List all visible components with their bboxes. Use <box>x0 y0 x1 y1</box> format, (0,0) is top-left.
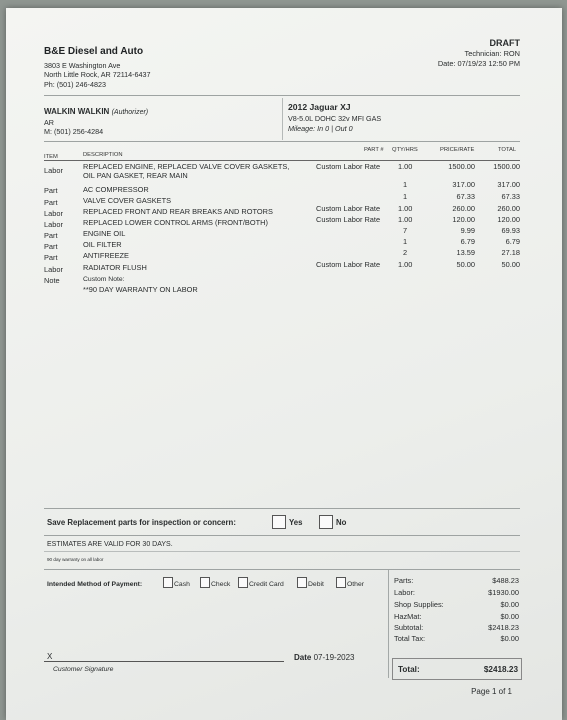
status-badge: DRAFT <box>489 38 520 48</box>
signature-date-line <box>294 653 355 662</box>
line-description: REPLACED ENGINE, REPLACED VALVE COVER GASKETS, <box>83 162 290 171</box>
divider <box>44 141 520 142</box>
line-total: 1500.00 <box>493 162 520 171</box>
divider <box>44 551 520 552</box>
grand-total-value: $2418.23 <box>483 665 518 674</box>
line-total: 27.18 <box>501 248 520 257</box>
totals-value: $488.23 <box>492 576 519 585</box>
totals-row-shop-supplies <box>394 600 519 609</box>
signature-date-value: 07-19-2023 <box>313 653 355 662</box>
line-price: 67.33 <box>456 192 475 201</box>
line-description: AC COMPRESSOR <box>83 185 149 194</box>
payment-credit-card-label: Credit Card <box>249 581 284 588</box>
line-description: Custom Note: <box>83 276 125 283</box>
totals-label: Subtotal: <box>394 623 424 632</box>
line-item-type: Part <box>44 253 58 262</box>
line-item-type: Part <box>44 231 58 240</box>
totals-label: Labor: <box>394 588 415 597</box>
signature-line[interactable] <box>44 661 284 662</box>
line-price: 317.00 <box>452 180 475 189</box>
signature-date-label: Date <box>294 653 312 662</box>
totals-row-tax <box>394 634 519 643</box>
totals-value: $2418.23 <box>488 623 519 632</box>
customer-role: (Authorizer) <box>111 109 149 116</box>
totals-row-labor <box>394 588 519 597</box>
shop-address-line1: 3803 E Washington Ave <box>44 61 121 70</box>
line-price: 1500.00 <box>448 162 475 171</box>
line-item-type: Labor <box>44 209 63 218</box>
shop-address-line2: North Little Rock, AR 72114-6437 <box>44 70 151 79</box>
estimates-valid-note: ESTIMATES ARE VALID FOR 30 DAYS. <box>47 541 173 548</box>
line-description: OIL FILTER <box>83 240 122 249</box>
col-header-price: PRICE/RATE <box>440 147 475 153</box>
line-total: 120.00 <box>497 215 520 224</box>
line-total: 50.00 <box>501 260 520 269</box>
line-item-type: Labor <box>44 220 63 229</box>
line-qty: 1.00 <box>398 162 413 171</box>
grand-total-label: Total: <box>398 665 420 674</box>
divider-vertical <box>388 570 389 678</box>
payment-debit-checkbox[interactable] <box>297 577 307 588</box>
payment-other-checkbox[interactable] <box>336 577 346 588</box>
save-parts-no-label: No <box>336 518 347 527</box>
line-qty: 7 <box>403 226 408 235</box>
payment-cash-checkbox[interactable] <box>163 577 173 588</box>
line-description: REPLACED FRONT AND REAR BREAKS AND ROTORS <box>83 207 273 216</box>
line-item-type: Note <box>44 276 60 285</box>
line-total: 69.93 <box>501 226 520 235</box>
line-qty: 1.00 <box>398 204 413 213</box>
save-parts-question: Save Replacement parts for inspection or concern: <box>47 518 236 527</box>
payment-credit-card-checkbox[interactable] <box>238 577 248 588</box>
divider <box>44 535 520 536</box>
line-part: Custom Labor Rate <box>316 162 381 171</box>
col-header-qty: QTY/HRS <box>392 147 418 153</box>
totals-value: $0.00 <box>500 600 519 609</box>
line-qty: 2 <box>403 248 408 257</box>
line-price: 6.79 <box>460 237 475 246</box>
line-description: RADIATOR FLUSH <box>83 263 147 272</box>
vehicle-mileage: Mileage: In 0 | Out 0 <box>288 124 353 133</box>
totals-label: Total Tax: <box>394 634 426 643</box>
totals-value: $0.00 <box>500 634 519 643</box>
line-qty: 1 <box>403 180 408 189</box>
payment-cash-label: Cash <box>174 581 190 588</box>
line-price: 260.00 <box>452 204 475 213</box>
line-total: 6.79 <box>505 237 520 246</box>
line-description: ANTIFREEZE <box>83 251 129 260</box>
line-part: Custom Labor Rate <box>316 204 381 213</box>
signature-caption: Customer Signature <box>53 666 114 673</box>
line-price: 9.99 <box>460 226 475 235</box>
totals-row-hazmat <box>394 612 519 621</box>
save-parts-yes-checkbox[interactable] <box>272 515 286 529</box>
divider <box>44 95 520 96</box>
line-qty: 1.00 <box>398 260 413 269</box>
line-price: 13.59 <box>456 248 475 257</box>
save-parts-no-checkbox[interactable] <box>319 515 333 529</box>
vehicle-title: 2012 Jaguar XJ <box>288 102 351 112</box>
shop-phone: Ph: (501) 246-4823 <box>44 80 106 89</box>
estimate-document <box>6 8 562 720</box>
line-description-cont: **90 DAY WARRANTY ON LABOR <box>83 285 198 294</box>
shop-name: B&E Diesel and Auto <box>44 46 144 57</box>
col-header-item: ITEM <box>44 154 58 160</box>
payment-check-label: Check <box>211 581 231 588</box>
line-total: 317.00 <box>497 180 520 189</box>
line-total: 260.00 <box>497 204 520 213</box>
line-total: 67.33 <box>501 192 520 201</box>
line-description: REPLACED LOWER CONTROL ARMS (FRONT/BOTH) <box>83 218 268 227</box>
save-parts-yes-label: Yes <box>289 518 303 527</box>
line-item-type: Labor <box>44 265 63 274</box>
line-part: Custom Labor Rate <box>316 215 381 224</box>
col-header-description: DESCRIPTION <box>83 152 123 158</box>
line-qty: 1 <box>403 192 408 201</box>
page-number: Page 1 of 1 <box>471 687 512 696</box>
line-qty: 1.00 <box>398 215 413 224</box>
divider <box>44 508 520 509</box>
line-qty: 1 <box>403 237 408 246</box>
totals-label: HazMat: <box>394 612 422 621</box>
totals-value: $1930.00 <box>488 588 519 597</box>
line-price: 50.00 <box>456 260 475 269</box>
line-part: Custom Labor Rate <box>316 260 381 269</box>
customer-phone: M: (501) 256-4284 <box>44 127 104 136</box>
payment-check-checkbox[interactable] <box>200 577 210 588</box>
totals-value: $0.00 <box>500 612 519 621</box>
payment-method-label: Intended Method of Payment: <box>47 581 143 588</box>
line-item-type: Part <box>44 186 58 195</box>
signature-x: X <box>47 652 53 661</box>
line-description-cont: OIL PAN GASKET, REAR MAIN <box>83 171 188 180</box>
customer-state: AR <box>44 118 54 127</box>
customer-name-line <box>44 107 148 116</box>
line-description: VALVE COVER GASKETS <box>83 196 172 205</box>
estimate-date: Date: 07/19/23 12:50 PM <box>437 59 520 68</box>
divider <box>44 569 520 570</box>
totals-label: Shop Supplies: <box>394 600 444 609</box>
col-header-total: TOTAL <box>498 147 517 153</box>
totals-label: Parts: <box>394 576 414 585</box>
table-header-rule <box>44 160 520 161</box>
line-price: 120.00 <box>452 215 475 224</box>
line-item-type: Part <box>44 242 58 251</box>
line-description: ENGINE OIL <box>83 229 126 238</box>
payment-other-label: Other <box>347 581 364 588</box>
line-item-type: Part <box>44 198 58 207</box>
warranty-note: 90 day warranty on all labor <box>47 557 104 562</box>
line-item-type: Labor <box>44 166 63 175</box>
divider-vertical <box>282 98 283 140</box>
payment-debit-label: Debit <box>308 581 324 588</box>
col-header-part: PART # <box>364 147 384 153</box>
customer-name: WALKIN WALKIN <box>44 107 110 116</box>
totals-row-subtotal <box>394 623 519 632</box>
totals-row-parts <box>394 576 519 585</box>
vehicle-engine: V8-5.0L DOHC 32v MFI GAS <box>288 114 382 123</box>
technician: Technician: RON <box>464 49 520 58</box>
